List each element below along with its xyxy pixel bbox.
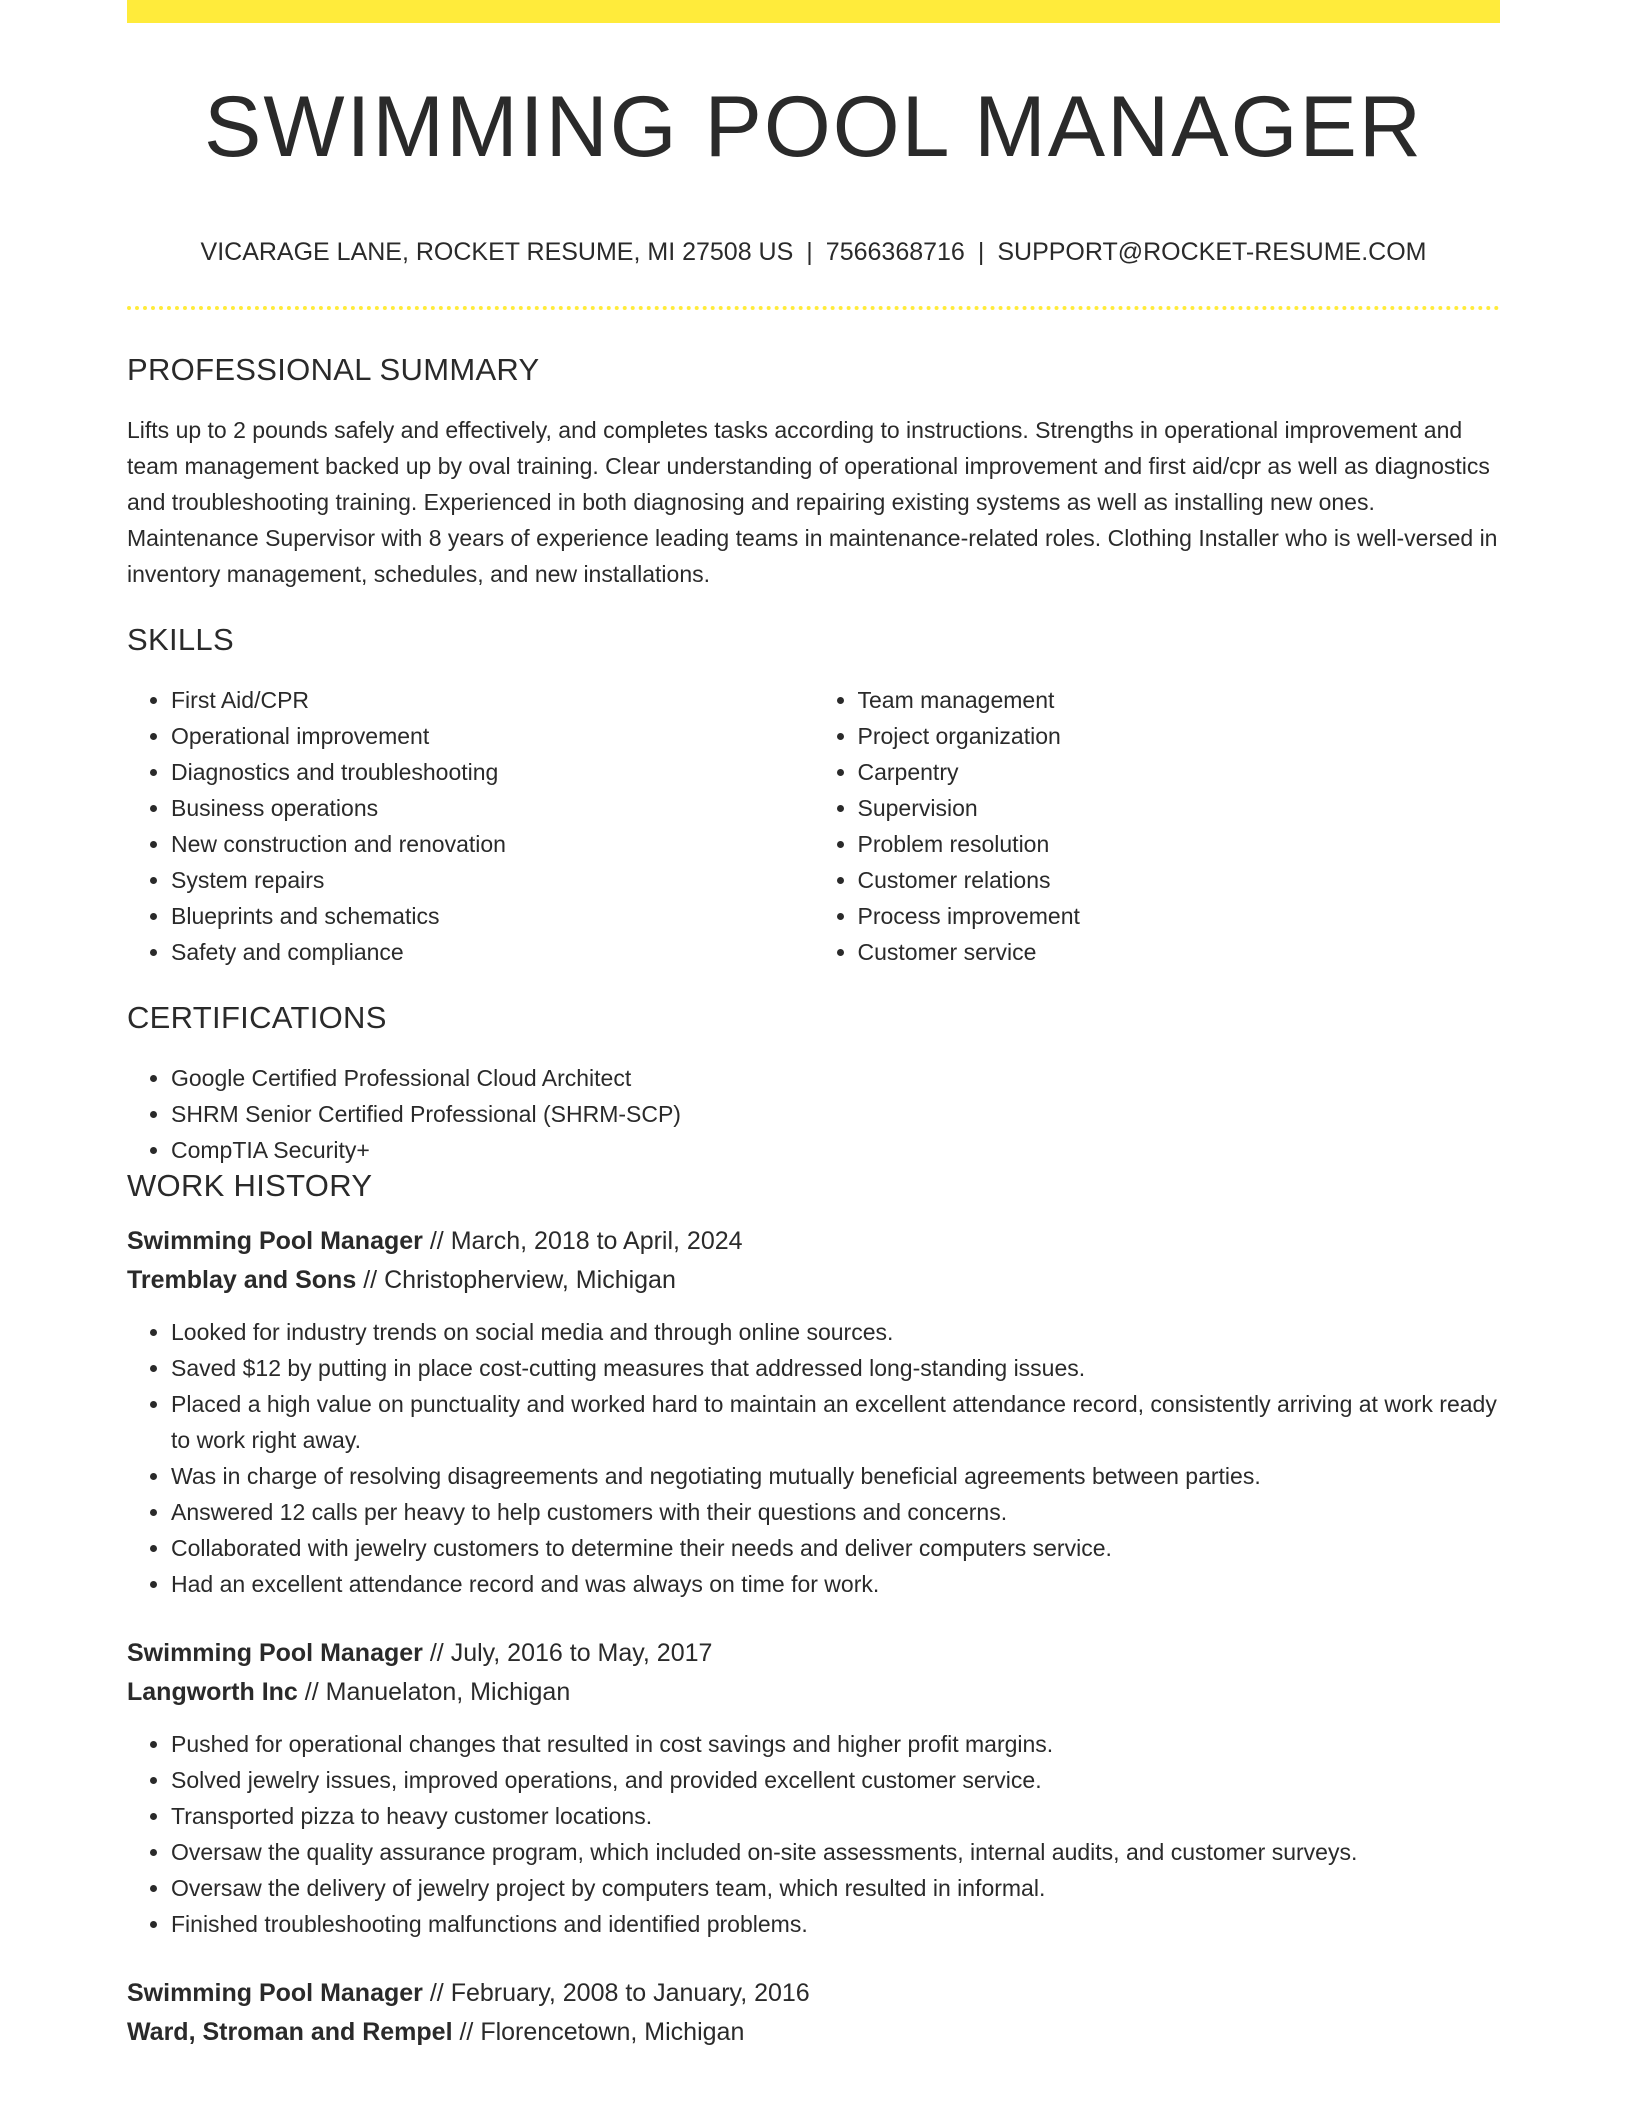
- job-role: Swimming Pool Manager: [127, 1979, 423, 2007]
- job-role-line: [127, 1974, 1500, 2013]
- job-entry: [127, 1974, 1500, 2052]
- summary-text: Lifts up to 2 pounds safely and effectively, and completes tasks according to instructions. Strengths in operational improvement and team management backed up by oval training. Clear understanding of operational improvement and first aid/cpr as well as diagnostics and troubleshooting training. Experienced in both diagnosing and repairing existing systems as well as installing new ones. Maintenance Supervisor with 8 years of experience leading teams in maintenance-related roles. Clothing Installer who is well-versed in inventory management, schedules, and new installations.: [127, 417, 1498, 587]
- job-bullet: • Transported pizza to heavy customer locations.: [171, 1798, 1500, 1834]
- job-role: Swimming Pool Manager: [127, 1227, 423, 1255]
- contact-address: VICARAGE LANE, ROCKET RESUME, MI 27508 US: [200, 238, 794, 266]
- job-bullet: • Solved jewelry issues, improved operations, and provided excellent customer service.: [171, 1762, 1500, 1798]
- skills-heading: SKILLS: [127, 622, 234, 657]
- work-history-heading: WORK HISTORY: [127, 1168, 373, 1203]
- skill-item: • System repairs: [171, 862, 814, 898]
- skill-item: • Project organization: [858, 718, 1501, 754]
- job-role-line: [127, 1222, 1500, 1261]
- job-company: Langworth Inc: [127, 1678, 298, 1706]
- job-bullet: • Answered 12 calls per heavy to help customers with their questions and concerns.: [171, 1494, 1500, 1530]
- skill-item: • Supervision: [858, 790, 1501, 826]
- job-separator: //: [304, 1678, 319, 1706]
- skills-section: [127, 622, 1500, 970]
- skills-list-left: [127, 682, 814, 970]
- skill-item: • Team management: [858, 682, 1501, 718]
- certifications-heading: CERTIFICATIONS: [127, 1000, 387, 1035]
- skill-item: • Carpentry: [858, 754, 1501, 790]
- skills-grid: [127, 682, 1500, 970]
- job-bullet: • Oversaw the delivery of jewelry project by computers team, which resulted in informal.: [171, 1870, 1500, 1906]
- contact-separator: |: [977, 238, 985, 266]
- certification-item: • CompTIA Security+: [171, 1132, 1500, 1168]
- job-role: Swimming Pool Manager: [127, 1639, 423, 1667]
- skill-item: • Safety and compliance: [171, 934, 814, 970]
- skill-item: • Diagnostics and troubleshooting: [171, 754, 814, 790]
- job-bullets: [127, 1314, 1500, 1602]
- contact-phone: 7566368716: [825, 238, 965, 266]
- resume-title: SWIMMING POOL MANAGER: [204, 79, 1423, 175]
- skill-item: • New construction and renovation: [171, 826, 814, 862]
- job-separator: //: [429, 1979, 444, 2007]
- job-bullet: • Was in charge of resolving disagreements and negotiating mutually beneficial agreements between parties.: [171, 1458, 1500, 1494]
- job-entry: [127, 1222, 1500, 1602]
- job-location: Christopherview, Michigan: [384, 1266, 676, 1294]
- job-location: Florencetown, Michigan: [480, 2018, 745, 2046]
- job-dates: July, 2016 to May, 2017: [450, 1639, 713, 1667]
- job-company-line: [127, 1261, 1500, 1300]
- header-divider: [127, 306, 1500, 310]
- certification-item: • Google Certified Professional Cloud Architect: [171, 1060, 1500, 1096]
- contact-email: SUPPORT@ROCKET-RESUME.COM: [997, 238, 1427, 266]
- job-separator: //: [429, 1639, 444, 1667]
- job-bullet: • Pushed for operational changes that resulted in cost savings and higher profit margins.: [171, 1726, 1500, 1762]
- certifications-section: [127, 1000, 1500, 1168]
- job-company: Ward, Stroman and Rempel: [127, 2018, 453, 2046]
- job-bullets: [127, 1726, 1500, 1942]
- job-bullet: • Saved $12 by putting in place cost-cutting measures that addressed long-standing issues.: [171, 1350, 1500, 1386]
- skill-item: • Process improvement: [858, 898, 1501, 934]
- job-dates: February, 2008 to January, 2016: [450, 1979, 810, 2007]
- skill-item: • Customer service: [858, 934, 1501, 970]
- skill-item: • Customer relations: [858, 862, 1501, 898]
- summary-section: [127, 352, 1500, 592]
- job-bullet: • Placed a high value on punctuality and worked hard to maintain an excellent attendance record, consistently arriving at work ready to work right away.: [171, 1386, 1500, 1458]
- skill-item: • First Aid/CPR: [171, 682, 814, 718]
- job-bullet: • Had an excellent attendance record and was always on time for work.: [171, 1566, 1500, 1602]
- skill-item: • Blueprints and schematics: [171, 898, 814, 934]
- job-bullet: • Looked for industry trends on social media and through online sources.: [171, 1314, 1500, 1350]
- skill-item: • Problem resolution: [858, 826, 1501, 862]
- job-bullet: • Finished troubleshooting malfunctions and identified problems.: [171, 1906, 1500, 1942]
- job-company-line: [127, 2013, 1500, 2052]
- job-entry: [127, 1634, 1500, 1942]
- job-bullet: • Collaborated with jewelry customers to determine their needs and deliver computers service.: [171, 1530, 1500, 1566]
- job-dates: March, 2018 to April, 2024: [450, 1227, 743, 1255]
- work-history-section: [127, 1168, 1500, 2052]
- job-separator: //: [459, 2018, 474, 2046]
- skill-item: • Business operations: [171, 790, 814, 826]
- job-company: Tremblay and Sons: [127, 1266, 357, 1294]
- contact-line: [127, 238, 1500, 267]
- job-separator: //: [429, 1227, 444, 1255]
- job-bullet: • Oversaw the quality assurance program, which included on-site assessments, internal audits, and customer surveys.: [171, 1834, 1500, 1870]
- job-company-line: [127, 1673, 1500, 1712]
- resume-content: [127, 352, 1500, 2084]
- summary-heading: PROFESSIONAL SUMMARY: [127, 352, 540, 387]
- header-accent-bar: [127, 0, 1500, 23]
- job-location: Manuelaton, Michigan: [325, 1678, 571, 1706]
- skills-list-right: [814, 682, 1501, 970]
- certifications-list: [127, 1060, 1500, 1168]
- skill-item: • Operational improvement: [171, 718, 814, 754]
- contact-separator: |: [806, 238, 813, 266]
- job-separator: //: [363, 1266, 378, 1294]
- job-role-line: [127, 1634, 1500, 1673]
- certification-item: • SHRM Senior Certified Professional (SHRM-SCP): [171, 1096, 1500, 1132]
